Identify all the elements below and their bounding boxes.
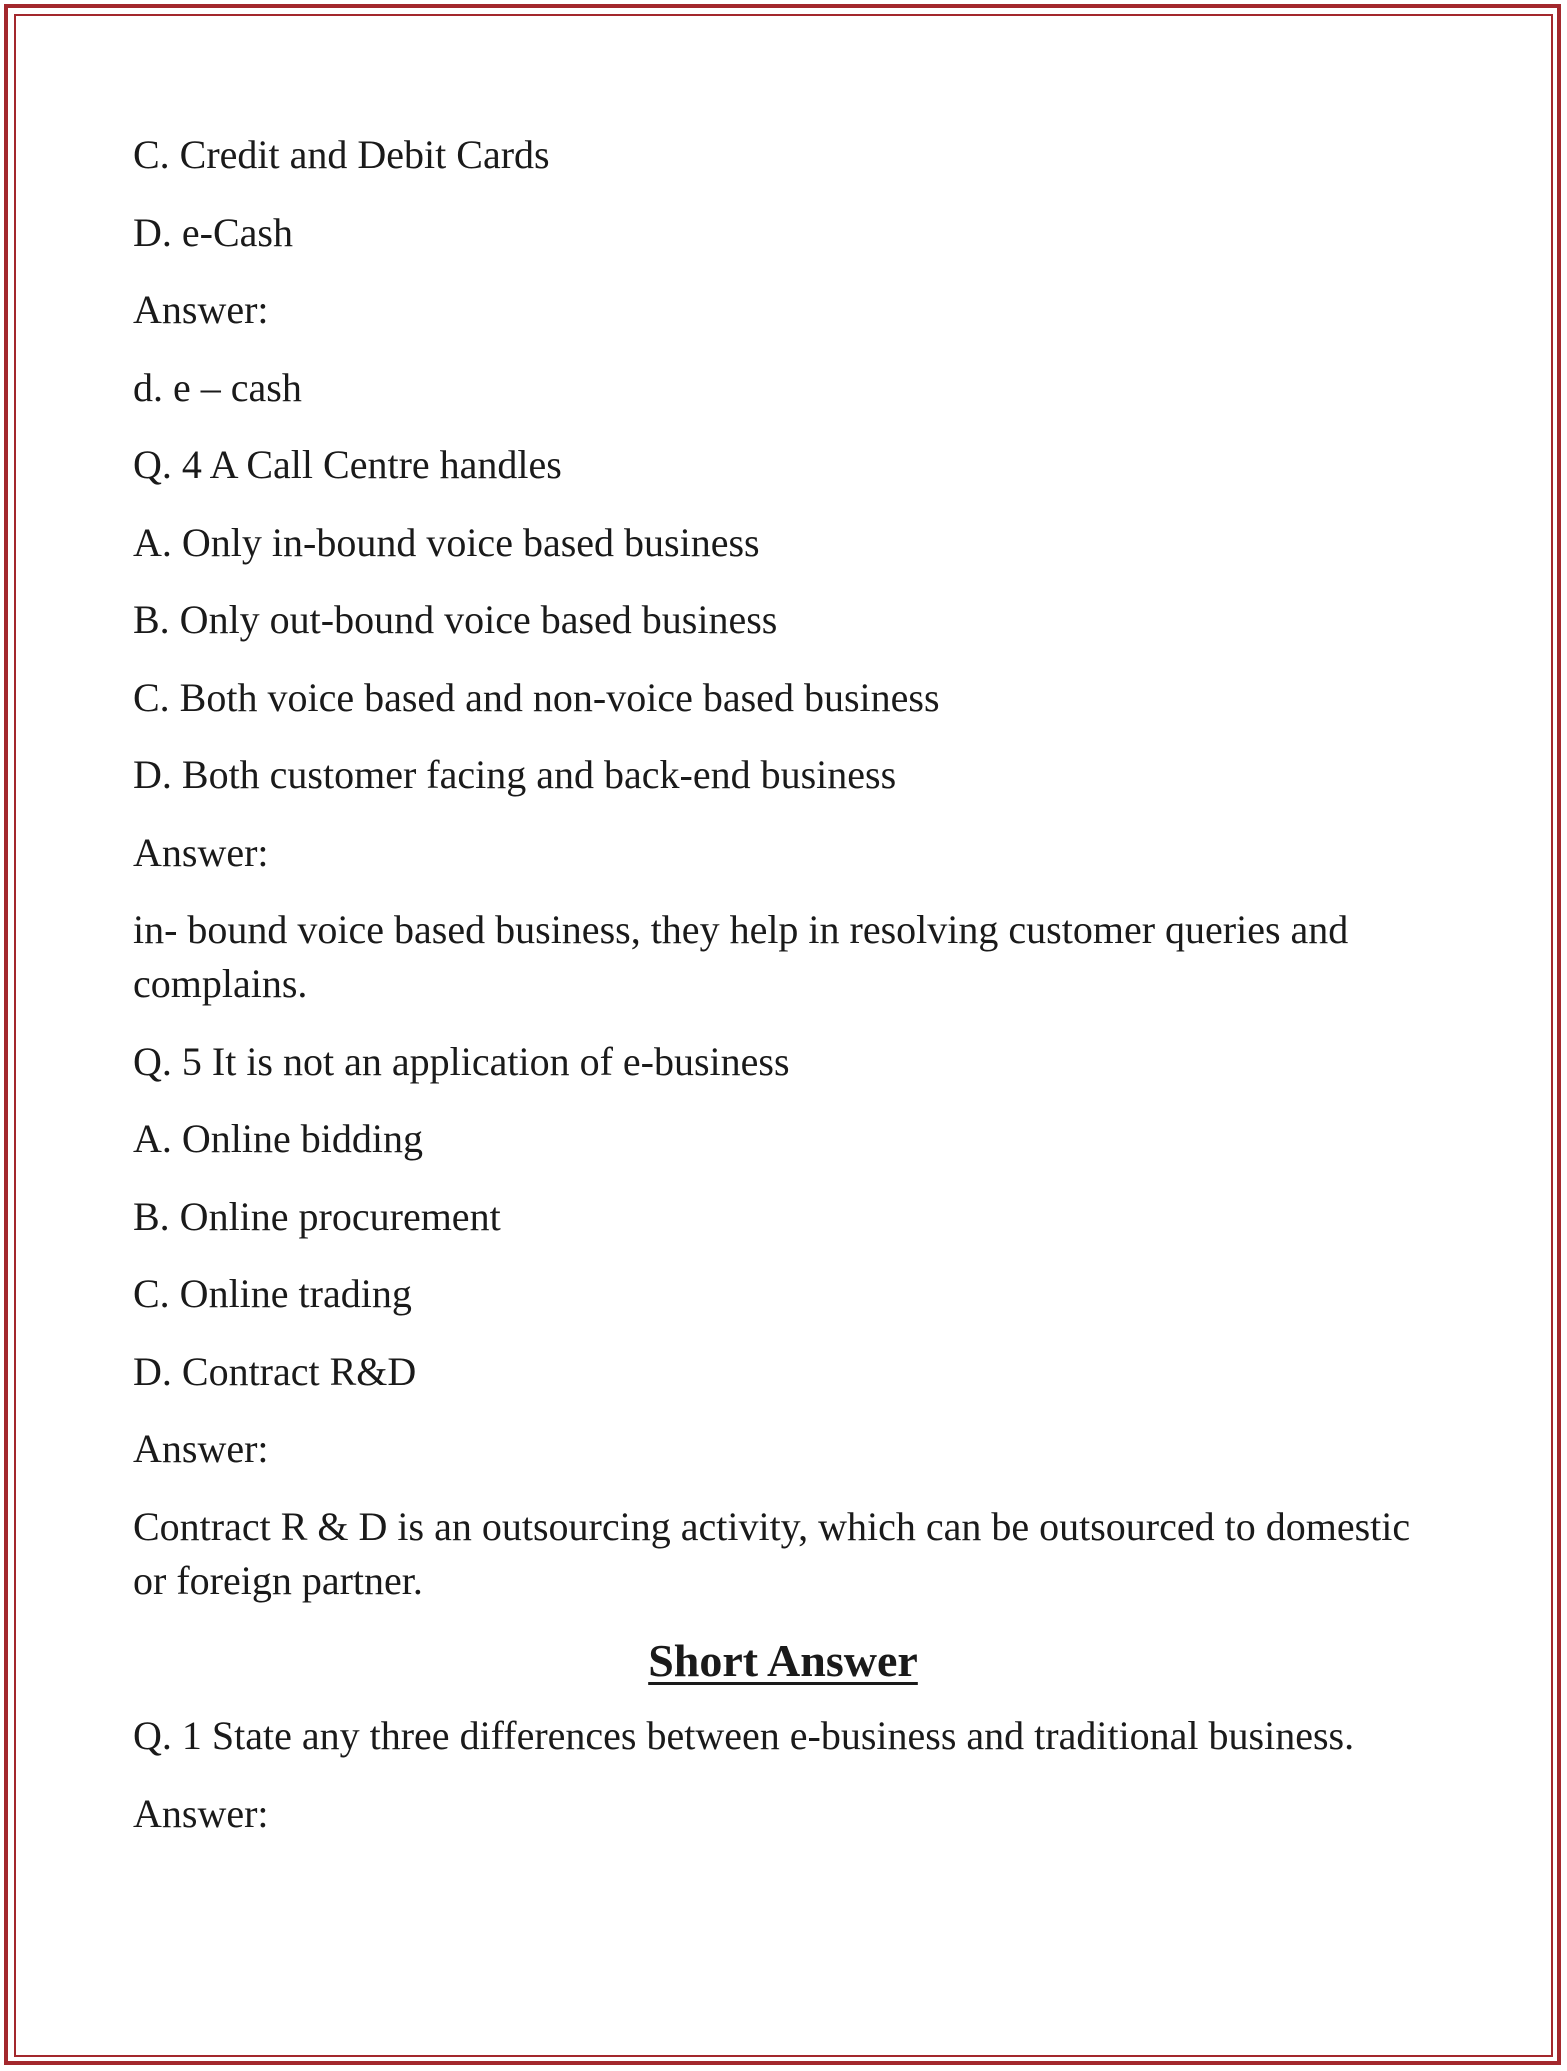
question-5: Q. 5 It is not an application of e-business	[133, 1038, 790, 1084]
answer-q3-text: d. e – cash	[133, 364, 302, 410]
question-4: Q. 4 A Call Centre handles	[133, 442, 562, 487]
answer-label: Answer:	[133, 1790, 269, 1836]
answer-label: Answer:	[133, 1426, 269, 1471]
answer-q5-text: Contract R & D is an outsourcing activity, which can be outsourced to domestic or foreign partner.	[133, 1503, 1411, 1603]
q4-option-c: C. Both voice based and non-voice based business	[133, 674, 940, 720]
section-heading	[133, 1631, 1433, 1691]
q5-option-a: A. Online bidding	[133, 1116, 423, 1161]
q5-option-d: D. Contract R&D	[133, 1348, 417, 1394]
option-d-ecash: D. e-Cash	[133, 209, 293, 255]
section-heading-text: Short Answer	[648, 1635, 918, 1686]
answer-label: Answer:	[133, 829, 269, 875]
short-question-1: Q. 1 State any three differences between e-business and traditional business.	[133, 1713, 1355, 1758]
q4-option-b: B. Only out-bound voice based business	[133, 597, 778, 642]
answer-label: Answer:	[133, 287, 269, 332]
option-c-credit-debit: C. Credit and Debit Cards	[133, 132, 550, 177]
q4-option-a: A. Only in-bound voice based business	[133, 519, 760, 565]
q5-option-c: C. Online trading	[133, 1271, 412, 1316]
document-body	[133, 128, 1433, 1864]
answer-q4-text: in- bound voice based business, they help in resolving customer queries and complains.	[133, 907, 1349, 1006]
q4-option-d: D. Both customer facing and back-end business	[133, 752, 897, 797]
q5-option-b: B. Online procurement	[133, 1193, 501, 1239]
